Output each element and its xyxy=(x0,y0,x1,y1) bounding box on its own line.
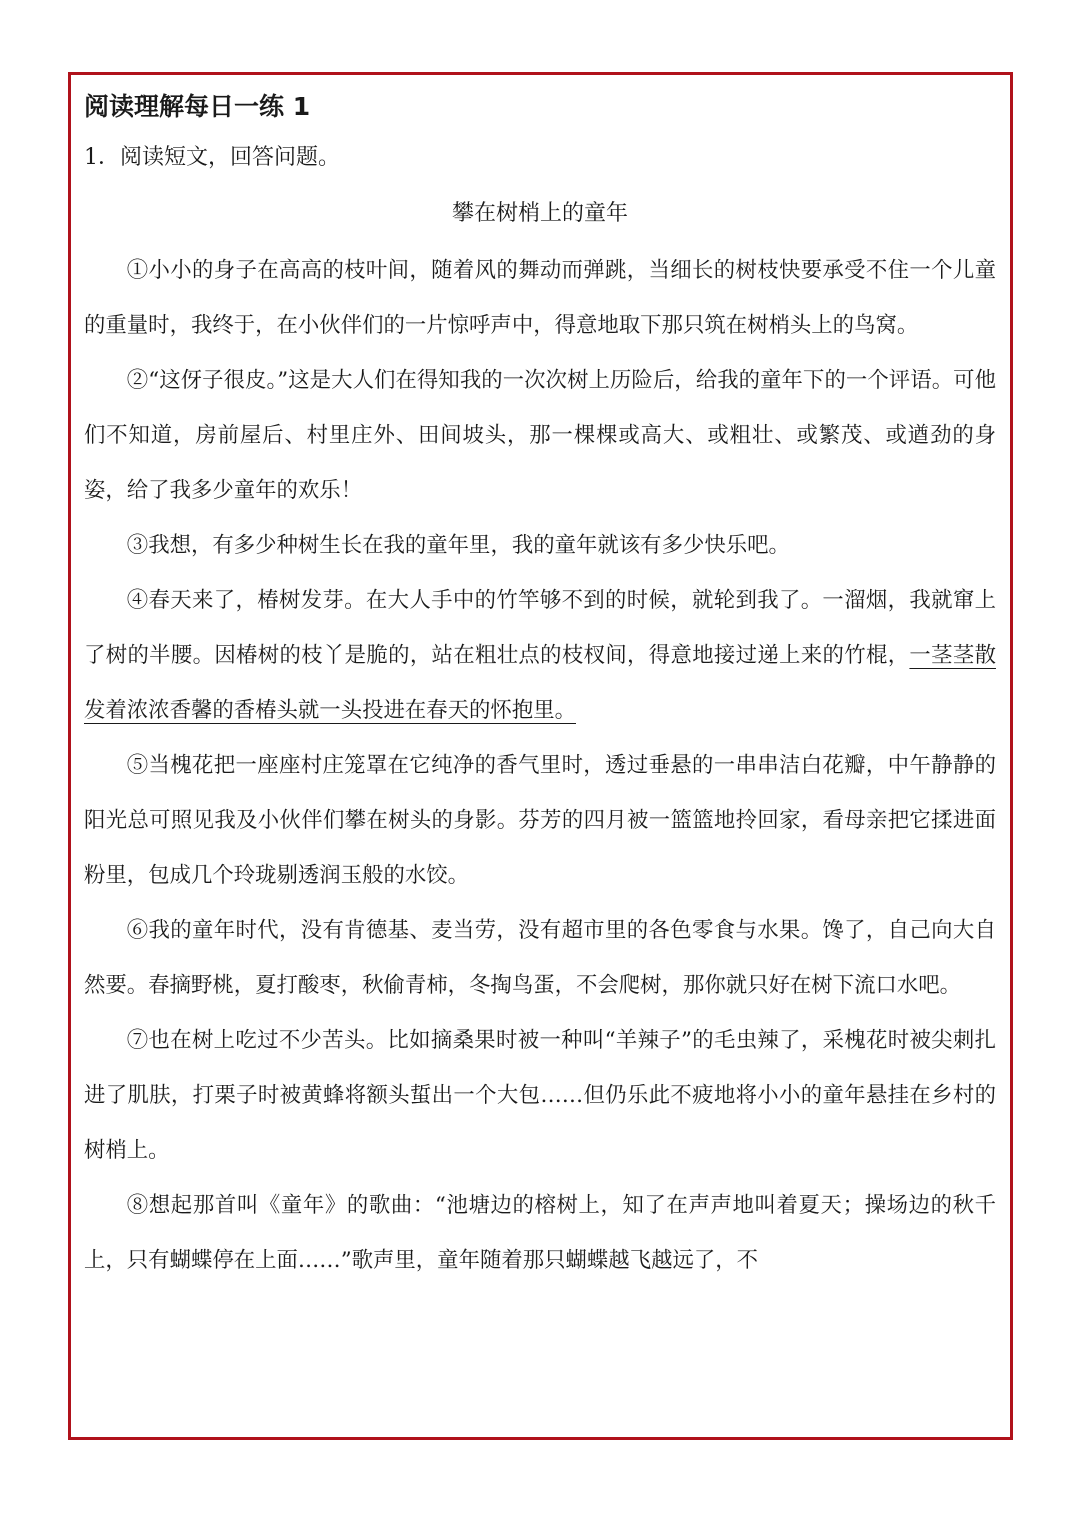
underlined-sentence: 一茎茎散发着浓浓香馨的香椿头就一头投进在春天的怀抱里。 xyxy=(84,643,996,723)
paragraph-1: ①小小的身子在高高的枝叶间，随着风的舞动而弹跳，当细长的树枝快要承受不住一个儿童的重量时，我终于，在小伙伴们的一片惊呼声中，得意地取下那只筑在树梢头上的鸟窝。 xyxy=(84,258,996,338)
passage-title: 攀在树梢上的童年 xyxy=(451,201,628,226)
paragraph-6: ⑥我的童年时代，没有肯德基、麦当劳，没有超市里的各色零食与水果。馋了，自己向大自然要。春摘野桃，夏打酸枣，秋偷青柿，冬掏鸟蛋，不会爬树，那你就只好在树下流口水吧。 xyxy=(84,918,996,998)
paragraph-4-text: ④春天来了，椿树发芽。在大人手中的竹竿够不到的时候，就轮到我了。一溜烟，我就窜上了树的半腰。因椿树的枝丫是脆的，站在粗壮点的枝杈间，得意地接过递上来的竹棍， xyxy=(84,588,996,668)
paragraph-5: ⑤当槐花把一座座村庄笼罩在它纯净的香气里时，透过垂悬的一串串洁白花瓣，中午静静的阳光总可照见我及小伙伴们攀在树头的身影。芬芳的四月被一篮篮地拎回家，看母亲把它揉进面粉里，包成几个玲珑剔透润玉般的水饺。 xyxy=(84,753,996,888)
paragraph-4 xyxy=(84,573,996,738)
paragraph-7: ⑦也在树上吃过不少苦头。比如摘桑果时被一种叫“羊辣子”的毛虫辣了，采槐花时被尖刺扎进了肌肤，打栗子时被黄蜂将额头蜇出一个大包……但仍乐此不疲地将小小的童年悬挂在乡村的树梢上。 xyxy=(84,1028,996,1163)
worksheet-frame xyxy=(68,72,1013,1440)
page-title: 阅读理解每日一练 1 xyxy=(84,92,311,121)
paragraph-8: ⑧想起那首叫《童年》的歌曲：“池塘边的榕树上，知了在声声地叫着夏天；操场边的秋千上，只有蝴蝶停在上面……”歌声里，童年随着那只蝴蝶越飞越远了，不 xyxy=(84,1193,996,1273)
question-prompt: 1．阅读短文，回答问题。 xyxy=(84,145,340,170)
worksheet-content xyxy=(84,87,996,1288)
paragraph-3: ③我想，有多少种树生长在我的童年里，我的童年就该有多少快乐吧。 xyxy=(126,533,790,558)
paragraph-2: ②“这伢子很皮。”这是大人们在得知我的一次次树上历险后，给我的童年下的一个评语。可他们不知道，房前屋后、村里庄外、田间坡头，那一棵棵或高大、或粗壮、或繁茂、或遒劲的身姿，给了我多少童年的欢乐！ xyxy=(84,368,996,503)
